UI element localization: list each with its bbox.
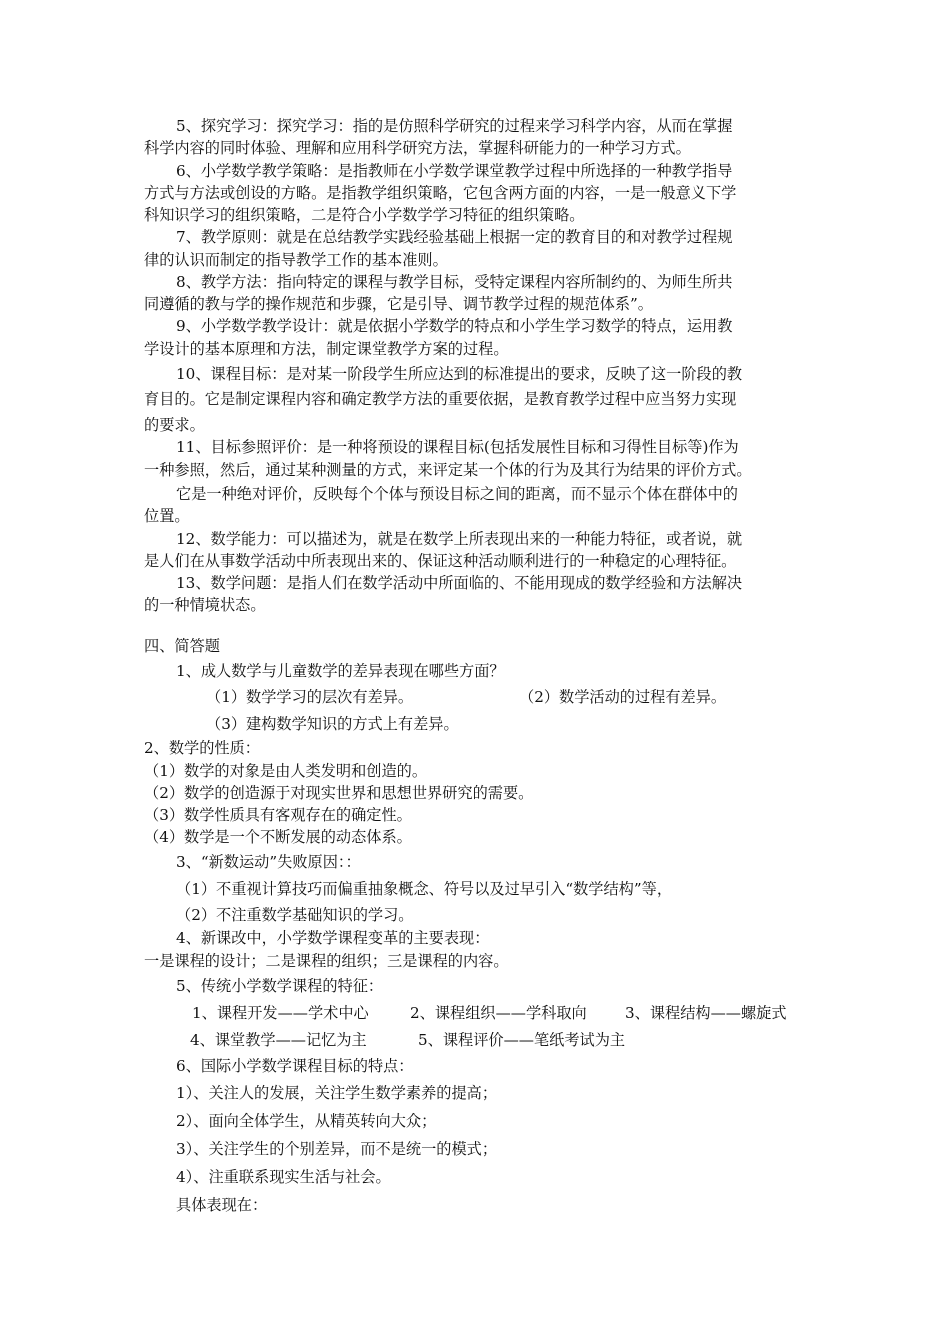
definition-11-line-3: 它是一种绝对评价，反映每个个体与预设目标之间的距离，而不显示个体在群体中的: [176, 485, 738, 503]
q6-item-1: 1）、关注人的发展，关注学生数学素养的提高；: [176, 1084, 498, 1102]
q2-item-2: （2）数学的创造源于对现实世界和思想世界研究的需要。: [144, 784, 534, 802]
q3-item-1: （1）不重视计算技巧而偏重抽象概念、符号以及过早引入“数学结构”等，: [176, 880, 673, 898]
definition-8-line-2: 同遵循的教与学的操作规范和步骤，它是引导、调节教学过程的规范体系”。: [144, 295, 653, 313]
q5-item-5: 5、课程评价——笔纸考试为主: [418, 1031, 626, 1049]
definition-10-line-3: 的要求。: [144, 416, 205, 434]
definition-8-line-1: 8、教学方法：指向特定的课程与教学目标，受特定课程内容所制约的、为师生所共: [176, 273, 733, 291]
question-3: 3、“新数运动”失败原因：：: [176, 853, 361, 871]
q4-answer: 一是课程的设计；二是课程的组织；三是课程的内容。: [144, 952, 509, 970]
definition-13-line-2: 的一种情境状态。: [144, 596, 266, 614]
q5-item-2: 2、课程组织——学科取向: [410, 1004, 587, 1022]
section-title: 四、简答题: [144, 637, 220, 655]
definition-11-line-4: 位置。: [144, 507, 190, 525]
q2-item-4: （4）数学是一个不断发展的动态体系。: [144, 828, 412, 846]
q6-details-label: 具体表现在：: [176, 1196, 268, 1214]
q6-item-2: 2）、面向全体学生，从精英转向大众；: [176, 1112, 437, 1130]
definition-7-line-2: 律的认识而制定的指导教学工作的基本准则。: [144, 251, 448, 269]
definition-10-line-1: 10、课程目标：是对某一阶段学生所应达到的标准提出的要求，反映了这一阶段的教: [176, 365, 743, 383]
question-2: 2、数学的性质：: [144, 739, 260, 757]
definition-10-line-2: 育目的。它是制定课程内容和确定教学方法的重要依据，是教育教学过程中应当努力实现: [144, 390, 737, 408]
q6-item-3: 3）、关注学生的个别差异，而不是统一的模式；: [176, 1140, 498, 1158]
q5-item-1: 1、课程开发——学术中心: [192, 1004, 369, 1022]
definition-5-line-1: 5、探究学习：探究学习：指的是仿照科学研究的过程来学习科学内容，从而在掌握: [176, 117, 733, 135]
question-5: 5、传统小学数学课程的特征：: [176, 977, 384, 995]
definition-7-line-1: 7、教学原则：就是在总结教学实践经验基础上根据一定的教育目的和对教学过程规: [176, 228, 733, 246]
definition-13-line-1: 13、数学问题：是指人们在数学活动中所面临的、不能用现成的数学经验和方法解决: [176, 574, 743, 592]
q5-item-4: 4、课堂教学——记忆为主: [190, 1031, 367, 1049]
question-1: 1、成人数学与儿童数学的差异表现在哪些方面？: [176, 662, 505, 680]
q1-item-3: （3）建构数学知识的方式上有差异。: [206, 715, 459, 733]
q5-item-3: 3、课程结构——螺旋式: [625, 1004, 787, 1022]
definition-12-line-2: 是人们在从事数学活动中所表现出来的、保证这种活动顺利进行的一种稳定的心理特征。: [144, 552, 737, 570]
definition-12-line-1: 12、数学能力：可以描述为，就是在数学上所表现出来的一种能力特征，或者说，就: [176, 530, 743, 548]
q3-item-2: （2）不注重数学基础知识的学习。: [176, 906, 414, 924]
definition-9-line-1: 9、小学数学教学设计：就是依据小学数学的特点和小学生学习数学的特点，运用教: [176, 317, 733, 335]
definition-6-line-3: 科知识学习的组织策略，二是符合小学数学学习特征的组织策略。: [144, 206, 585, 224]
q6-item-4: 4）、注重联系现实生活与社会。: [176, 1168, 391, 1186]
q2-item-3: （3）数学性质具有客观存在的确定性。: [144, 806, 412, 824]
definition-11-line-1: 11、目标参照评价：是一种将预设的课程目标(包括发展性目标和习得性目标等)作为: [176, 438, 739, 456]
question-6: 6、国际小学数学课程目标的特点：: [176, 1057, 414, 1075]
q2-item-1: （1）数学的对象是由人类发明和创造的。: [144, 762, 428, 780]
definition-6-line-1: 6、小学数学教学策略：是指教师在小学数学课堂教学过程中所选择的一种教学指导: [176, 162, 733, 180]
definition-9-line-2: 学设计的基本原理和方法，制定课堂教学方案的过程。: [144, 340, 509, 358]
definition-5-line-2: 科学内容的同时体验、理解和应用科学研究方法，掌握科研能力的一种学习方式。: [144, 139, 691, 157]
definition-6-line-2: 方式与方法或创设的方略。是指教学组织策略，它包含两方面的内容，一是一般意义下学: [144, 184, 737, 202]
question-4: 4、新课改中，小学数学课程变革的主要表现：: [176, 929, 490, 947]
definition-11-line-2: 一种参照，然后，通过某种测量的方式，来评定某一个体的行为及其行为结果的评价方式。: [144, 461, 752, 479]
q1-item-2: （2）数学活动的过程有差异。: [519, 688, 727, 706]
q1-item-1: （1）数学学习的层次有差异。: [206, 688, 414, 706]
